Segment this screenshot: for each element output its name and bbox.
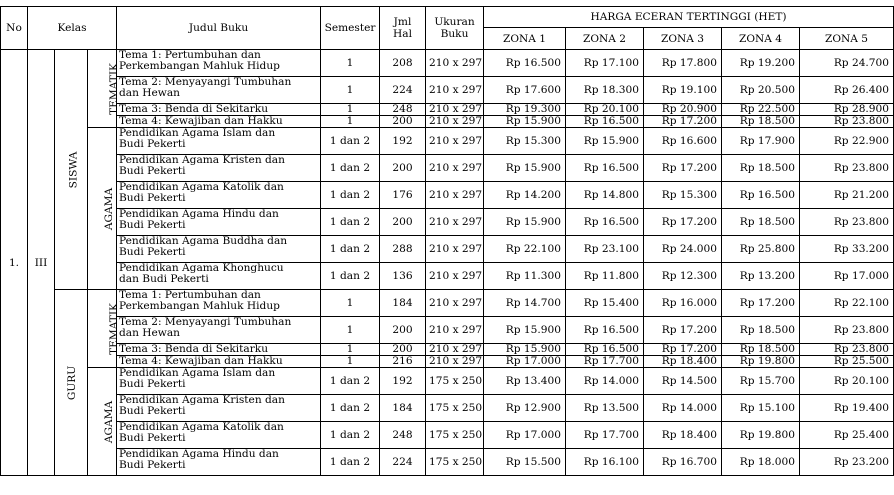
- book-title-line1: Tema 2: Menyayangi Tumbuhan: [119, 76, 292, 88]
- price-zona-3: Rp 17.800: [644, 50, 722, 77]
- book-title-line1: Pendidikan Agama Khonghucu: [119, 262, 284, 274]
- price-zona-2: Rp 11.800: [566, 263, 644, 290]
- subgroup-agama: [88, 128, 117, 290]
- price-zona-1: Rp 15.300: [484, 128, 566, 155]
- price-zona-3: Rp 16.700: [644, 449, 722, 476]
- jml-hal-value: 224: [380, 449, 426, 476]
- price-zona-2: Rp 16.500: [566, 155, 644, 182]
- semester-value: 1: [321, 104, 380, 116]
- book-title: [117, 368, 321, 395]
- subgroup-tematik: [88, 290, 120, 368]
- table-row: [1, 104, 894, 116]
- price-zona-3: Rp 17.200: [644, 317, 722, 344]
- semester-value: 1: [321, 50, 380, 77]
- book-title: [117, 449, 321, 476]
- price-zona-3: Rp 17.200: [644, 344, 722, 356]
- book-title-line1: Pendidikan Agama Hindu dan: [119, 208, 279, 220]
- semester-value: 1: [321, 77, 380, 104]
- jml-hal-value: 200: [380, 155, 426, 182]
- price-zona-5: Rp 19.400: [800, 395, 894, 422]
- book-title-line2: Perkembangan Mahluk Hidup: [119, 60, 280, 72]
- subgroup-agama-label: AGAMA: [103, 400, 116, 443]
- price-zona-4: Rp 18.500: [722, 344, 800, 356]
- price-zona-2: Rp 17.100: [566, 50, 644, 77]
- price-zona-3: Rp 17.200: [644, 116, 722, 128]
- price-zona-3: Rp 20.900: [644, 104, 722, 116]
- table-row: [1, 155, 894, 182]
- price-zona-1: Rp 17.000: [484, 356, 566, 368]
- table-row: [1, 116, 894, 128]
- row-number: 1.: [1, 50, 28, 476]
- price-zona-2: Rp 16.500: [566, 116, 644, 128]
- book-title-line1: Pendidikan Agama Katolik dan: [119, 181, 284, 193]
- table-row: [1, 128, 894, 155]
- price-zona-3: Rp 16.000: [644, 290, 722, 317]
- price-zona-4: Rp 15.700: [722, 368, 800, 395]
- price-zona-5: Rp 26.400: [800, 77, 894, 104]
- price-zona-5: Rp 25.500: [800, 356, 894, 368]
- jml-hal-value: 224: [380, 77, 426, 104]
- price-zona-2: Rp 17.700: [566, 356, 644, 368]
- header-jml-hal: [380, 7, 426, 50]
- price-zona-3: Rp 14.500: [644, 368, 722, 395]
- book-title-line2: Budi Pekerti: [119, 378, 186, 390]
- jml-hal-value: 192: [380, 368, 426, 395]
- book-title-line1: Tema 3: Benda di Sekitarku: [119, 103, 269, 115]
- ukuran-value: 175 x 250: [426, 449, 484, 476]
- book-title-line2: dan Hewan: [119, 327, 181, 339]
- book-title-line1: Tema 4: Kewajiban dan Hakku: [119, 355, 283, 367]
- ukuran-value: 210 x 297: [426, 344, 484, 356]
- price-zona-2: Rp 16.500: [566, 317, 644, 344]
- jml-hal-value: 248: [380, 422, 426, 449]
- ukuran-value: 210 x 297: [426, 116, 484, 128]
- price-zona-4: Rp 18.500: [722, 317, 800, 344]
- book-title-line2: Budi Pekerti: [119, 459, 186, 471]
- price-zona-4: Rp 15.100: [722, 395, 800, 422]
- book-title: [117, 356, 321, 368]
- price-zona-2: Rp 23.100: [566, 236, 644, 263]
- jml-hal-value: 200: [380, 344, 426, 356]
- header-semester: Semester: [321, 7, 380, 50]
- jml-hal-value: 176: [380, 182, 426, 209]
- semester-value: 1: [321, 290, 380, 317]
- jml-hal-value: 192: [380, 128, 426, 155]
- semester-value: 1 dan 2: [321, 422, 380, 449]
- header-zona-5: ZONA 5: [800, 28, 894, 50]
- ukuran-value: 175 x 250: [426, 422, 484, 449]
- book-title-line2: Budi Pekerti: [119, 405, 186, 417]
- price-zona-3: Rp 18.400: [644, 422, 722, 449]
- price-zona-1: Rp 16.500: [484, 50, 566, 77]
- price-zona-3: Rp 24.000: [644, 236, 722, 263]
- semester-value: 1 dan 2: [321, 155, 380, 182]
- price-zona-1: Rp 14.200: [484, 182, 566, 209]
- book-title-line2: dan Budi Pekerti: [119, 273, 209, 285]
- semester-value: 1 dan 2: [321, 236, 380, 263]
- price-zona-1: Rp 15.900: [484, 344, 566, 356]
- book-title-line1: Tema 2: Menyayangi Tumbuhan: [119, 316, 292, 328]
- ukuran-value: 210 x 297: [426, 290, 484, 317]
- jml-hal-value: 288: [380, 236, 426, 263]
- book-title: [117, 263, 321, 290]
- price-zona-4: Rp 20.500: [722, 77, 800, 104]
- price-zona-3: Rp 19.100: [644, 77, 722, 104]
- price-zona-3: Rp 18.400: [644, 356, 722, 368]
- book-title-line2: Budi Pekerti: [119, 192, 186, 204]
- jml-hal-value: 216: [380, 356, 426, 368]
- book-title-line2: Budi Pekerti: [119, 246, 186, 258]
- book-title-line1: Pendidikan Agama Islam dan: [119, 127, 276, 139]
- price-zona-4: Rp 13.200: [722, 263, 800, 290]
- book-title: [117, 290, 321, 317]
- price-zona-3: Rp 17.200: [644, 155, 722, 182]
- ukuran-value: 210 x 297: [426, 128, 484, 155]
- header-ukuran-buku: [426, 7, 484, 50]
- price-zona-4: Rp 25.800: [722, 236, 800, 263]
- price-zona-4: Rp 19.200: [722, 50, 800, 77]
- price-zona-4: Rp 19.800: [722, 422, 800, 449]
- table-row: [1, 422, 894, 449]
- ukuran-value: 210 x 297: [426, 317, 484, 344]
- ukuran-value: 210 x 297: [426, 50, 484, 77]
- jml-hal-value: 200: [380, 209, 426, 236]
- price-zona-4: Rp 18.500: [722, 155, 800, 182]
- price-zona-1: Rp 15.900: [484, 209, 566, 236]
- table-row: [1, 209, 894, 236]
- price-zona-1: Rp 15.900: [484, 317, 566, 344]
- price-zona-2: Rp 16.100: [566, 449, 644, 476]
- book-title-line1: Pendidikan Agama Kristen dan: [119, 154, 285, 166]
- price-zona-4: Rp 22.500: [722, 104, 800, 116]
- group-siswa-label: SISWA: [67, 151, 80, 188]
- header-judul-buku: Judul Buku: [117, 7, 321, 50]
- group-guru-label: GURU: [66, 365, 79, 400]
- book-title-line1: Tema 1: Pertumbuhan dan: [119, 289, 261, 301]
- subgroup-tematik-label: TEMATIK: [107, 62, 120, 115]
- price-zona-4: Rp 18.500: [722, 116, 800, 128]
- semester-value: 1: [321, 356, 380, 368]
- header-zona-4: ZONA 4: [722, 28, 800, 50]
- book-title: [117, 128, 321, 155]
- price-zona-4: Rp 19.800: [722, 356, 800, 368]
- book-title-line2: Budi Pekerti: [119, 432, 186, 444]
- book-title: [117, 344, 321, 356]
- price-zona-4: Rp 18.000: [722, 449, 800, 476]
- price-zona-4: Rp 18.500: [722, 209, 800, 236]
- header-zona-1: ZONA 1: [484, 28, 566, 50]
- price-zona-1: Rp 12.900: [484, 395, 566, 422]
- price-zona-3: Rp 16.600: [644, 128, 722, 155]
- price-zona-1: Rp 15.900: [484, 155, 566, 182]
- group-guru: [55, 290, 88, 476]
- price-zona-2: Rp 14.000: [566, 368, 644, 395]
- price-zona-1: Rp 14.700: [484, 290, 566, 317]
- price-zona-2: Rp 20.100: [566, 104, 644, 116]
- price-zona-5: Rp 21.200: [800, 182, 894, 209]
- book-title-line1: Pendidikan Agama Hindu dan: [119, 448, 279, 460]
- price-zona-5: Rp 23.200: [800, 449, 894, 476]
- ukuran-value: 210 x 297: [426, 356, 484, 368]
- book-title: [117, 155, 321, 182]
- header-kelas: Kelas: [28, 7, 117, 50]
- header-zona-3: ZONA 3: [644, 28, 722, 50]
- jml-hal-value: 200: [380, 116, 426, 128]
- book-title: [117, 104, 321, 116]
- price-zona-1: Rp 17.600: [484, 77, 566, 104]
- price-zona-2: Rp 15.400: [566, 290, 644, 317]
- price-zona-5: Rp 22.100: [800, 290, 894, 317]
- book-title: [117, 422, 321, 449]
- table-row: [1, 50, 894, 77]
- book-title-line2: Perkembangan Mahluk Hidup: [119, 300, 280, 312]
- ukuran-value: 175 x 250: [426, 395, 484, 422]
- price-zona-5: Rp 23.800: [800, 317, 894, 344]
- price-zona-5: Rp 23.800: [800, 116, 894, 128]
- book-title: [117, 236, 321, 263]
- table-row: [1, 368, 894, 395]
- book-title-line2: Budi Pekerti: [119, 219, 186, 231]
- header-jml-hal-line1: Jml: [393, 16, 412, 28]
- subgroup-tematik-label: TEMATIK: [107, 302, 120, 355]
- price-zona-1: Rp 11.300: [484, 263, 566, 290]
- price-zona-5: Rp 17.000: [800, 263, 894, 290]
- price-zona-1: Rp 17.000: [484, 422, 566, 449]
- price-zona-5: Rp 28.900: [800, 104, 894, 116]
- jml-hal-value: 136: [380, 263, 426, 290]
- price-zona-2: Rp 15.900: [566, 128, 644, 155]
- table-row: [1, 395, 894, 422]
- table-row: [1, 290, 894, 317]
- book-title-line2: Budi Pekerti: [119, 138, 186, 150]
- header-het: HARGA ECERAN TERTINGGI (HET): [484, 7, 894, 28]
- price-zona-1: Rp 13.400: [484, 368, 566, 395]
- semester-value: 1 dan 2: [321, 209, 380, 236]
- group-siswa: [55, 50, 88, 290]
- table-row: [1, 344, 894, 356]
- book-title: [117, 116, 321, 128]
- table-row: [1, 182, 894, 209]
- price-zona-4: Rp 17.200: [722, 290, 800, 317]
- jml-hal-value: 200: [380, 317, 426, 344]
- semester-value: 1 dan 2: [321, 182, 380, 209]
- semester-value: 1 dan 2: [321, 395, 380, 422]
- price-zona-2: Rp 14.800: [566, 182, 644, 209]
- book-title-line1: Pendidikan Agama Kristen dan: [119, 394, 285, 406]
- book-title-line1: Pendidikan Agama Buddha dan: [119, 235, 288, 247]
- price-zona-1: Rp 22.100: [484, 236, 566, 263]
- price-zona-1: Rp 15.900: [484, 116, 566, 128]
- jml-hal-value: 184: [380, 290, 426, 317]
- price-zona-5: Rp 23.800: [800, 209, 894, 236]
- book-title-line2: dan Hewan: [119, 87, 181, 99]
- jml-hal-value: 248: [380, 104, 426, 116]
- price-zona-5: Rp 33.200: [800, 236, 894, 263]
- price-zona-5: Rp 24.700: [800, 50, 894, 77]
- price-zona-2: Rp 16.500: [566, 344, 644, 356]
- ukuran-value: 210 x 297: [426, 209, 484, 236]
- price-zona-3: Rp 15.300: [644, 182, 722, 209]
- subgroup-agama-label: AGAMA: [103, 187, 116, 230]
- price-zona-4: Rp 17.900: [722, 128, 800, 155]
- price-zona-3: Rp 12.300: [644, 263, 722, 290]
- table-row: [1, 356, 894, 368]
- price-zona-2: Rp 13.500: [566, 395, 644, 422]
- book-title: [117, 395, 321, 422]
- book-title: [117, 77, 321, 104]
- book-title-line1: Pendidikan Agama Islam dan: [119, 367, 276, 379]
- table-row: [1, 77, 894, 104]
- table-row: [1, 449, 894, 476]
- ukuran-value: 210 x 297: [426, 263, 484, 290]
- table-row: [1, 317, 894, 344]
- price-zona-4: Rp 16.500: [722, 182, 800, 209]
- semester-value: 1 dan 2: [321, 128, 380, 155]
- semester-value: 1: [321, 116, 380, 128]
- price-zona-5: Rp 23.800: [800, 344, 894, 356]
- header-jml-hal-line2: Hal: [393, 28, 412, 40]
- kelas-value: III: [28, 50, 55, 476]
- price-zona-5: Rp 23.800: [800, 155, 894, 182]
- price-zona-2: Rp 17.700: [566, 422, 644, 449]
- header-no: No: [1, 7, 28, 50]
- book-title: [117, 50, 321, 77]
- header-ukuran-line2: Buku: [440, 28, 469, 40]
- book-title-line1: Tema 1: Pertumbuhan dan: [119, 49, 261, 61]
- price-zona-3: Rp 14.000: [644, 395, 722, 422]
- semester-value: 1: [321, 317, 380, 344]
- price-zona-1: Rp 19.300: [484, 104, 566, 116]
- semester-value: 1 dan 2: [321, 449, 380, 476]
- table-row: [1, 263, 894, 290]
- semester-value: 1 dan 2: [321, 368, 380, 395]
- header-ukuran-line1: Ukuran: [434, 16, 475, 28]
- ukuran-value: 210 x 297: [426, 182, 484, 209]
- semester-value: 1 dan 2: [321, 263, 380, 290]
- price-zona-5: Rp 22.900: [800, 128, 894, 155]
- price-zona-3: Rp 17.200: [644, 209, 722, 236]
- jml-hal-value: 184: [380, 395, 426, 422]
- book-title-line1: Tema 3: Benda di Sekitarku: [119, 343, 269, 355]
- ukuran-value: 210 x 297: [426, 104, 484, 116]
- jml-hal-value: 208: [380, 50, 426, 77]
- book-title: [117, 182, 321, 209]
- book-title-line1: Pendidikan Agama Katolik dan: [119, 421, 284, 433]
- price-zona-5: Rp 20.100: [800, 368, 894, 395]
- ukuran-value: 175 x 250: [426, 368, 484, 395]
- price-zona-1: Rp 15.500: [484, 449, 566, 476]
- het-price-table: [0, 6, 894, 476]
- subgroup-agama: [88, 368, 117, 476]
- book-title: [117, 317, 321, 344]
- price-zona-2: Rp 16.500: [566, 209, 644, 236]
- ukuran-value: 210 x 297: [426, 236, 484, 263]
- book-title: [117, 209, 321, 236]
- subgroup-tematik: [88, 50, 120, 128]
- price-zona-2: Rp 18.300: [566, 77, 644, 104]
- semester-value: 1: [321, 344, 380, 356]
- header-zona-2: ZONA 2: [566, 28, 644, 50]
- ukuran-value: 210 x 297: [426, 77, 484, 104]
- table-row: [1, 236, 894, 263]
- book-title-line1: Tema 4: Kewajiban dan Hakku: [119, 115, 283, 127]
- book-title-line2: Budi Pekerti: [119, 165, 186, 177]
- price-zona-5: Rp 25.400: [800, 422, 894, 449]
- ukuran-value: 210 x 297: [426, 155, 484, 182]
